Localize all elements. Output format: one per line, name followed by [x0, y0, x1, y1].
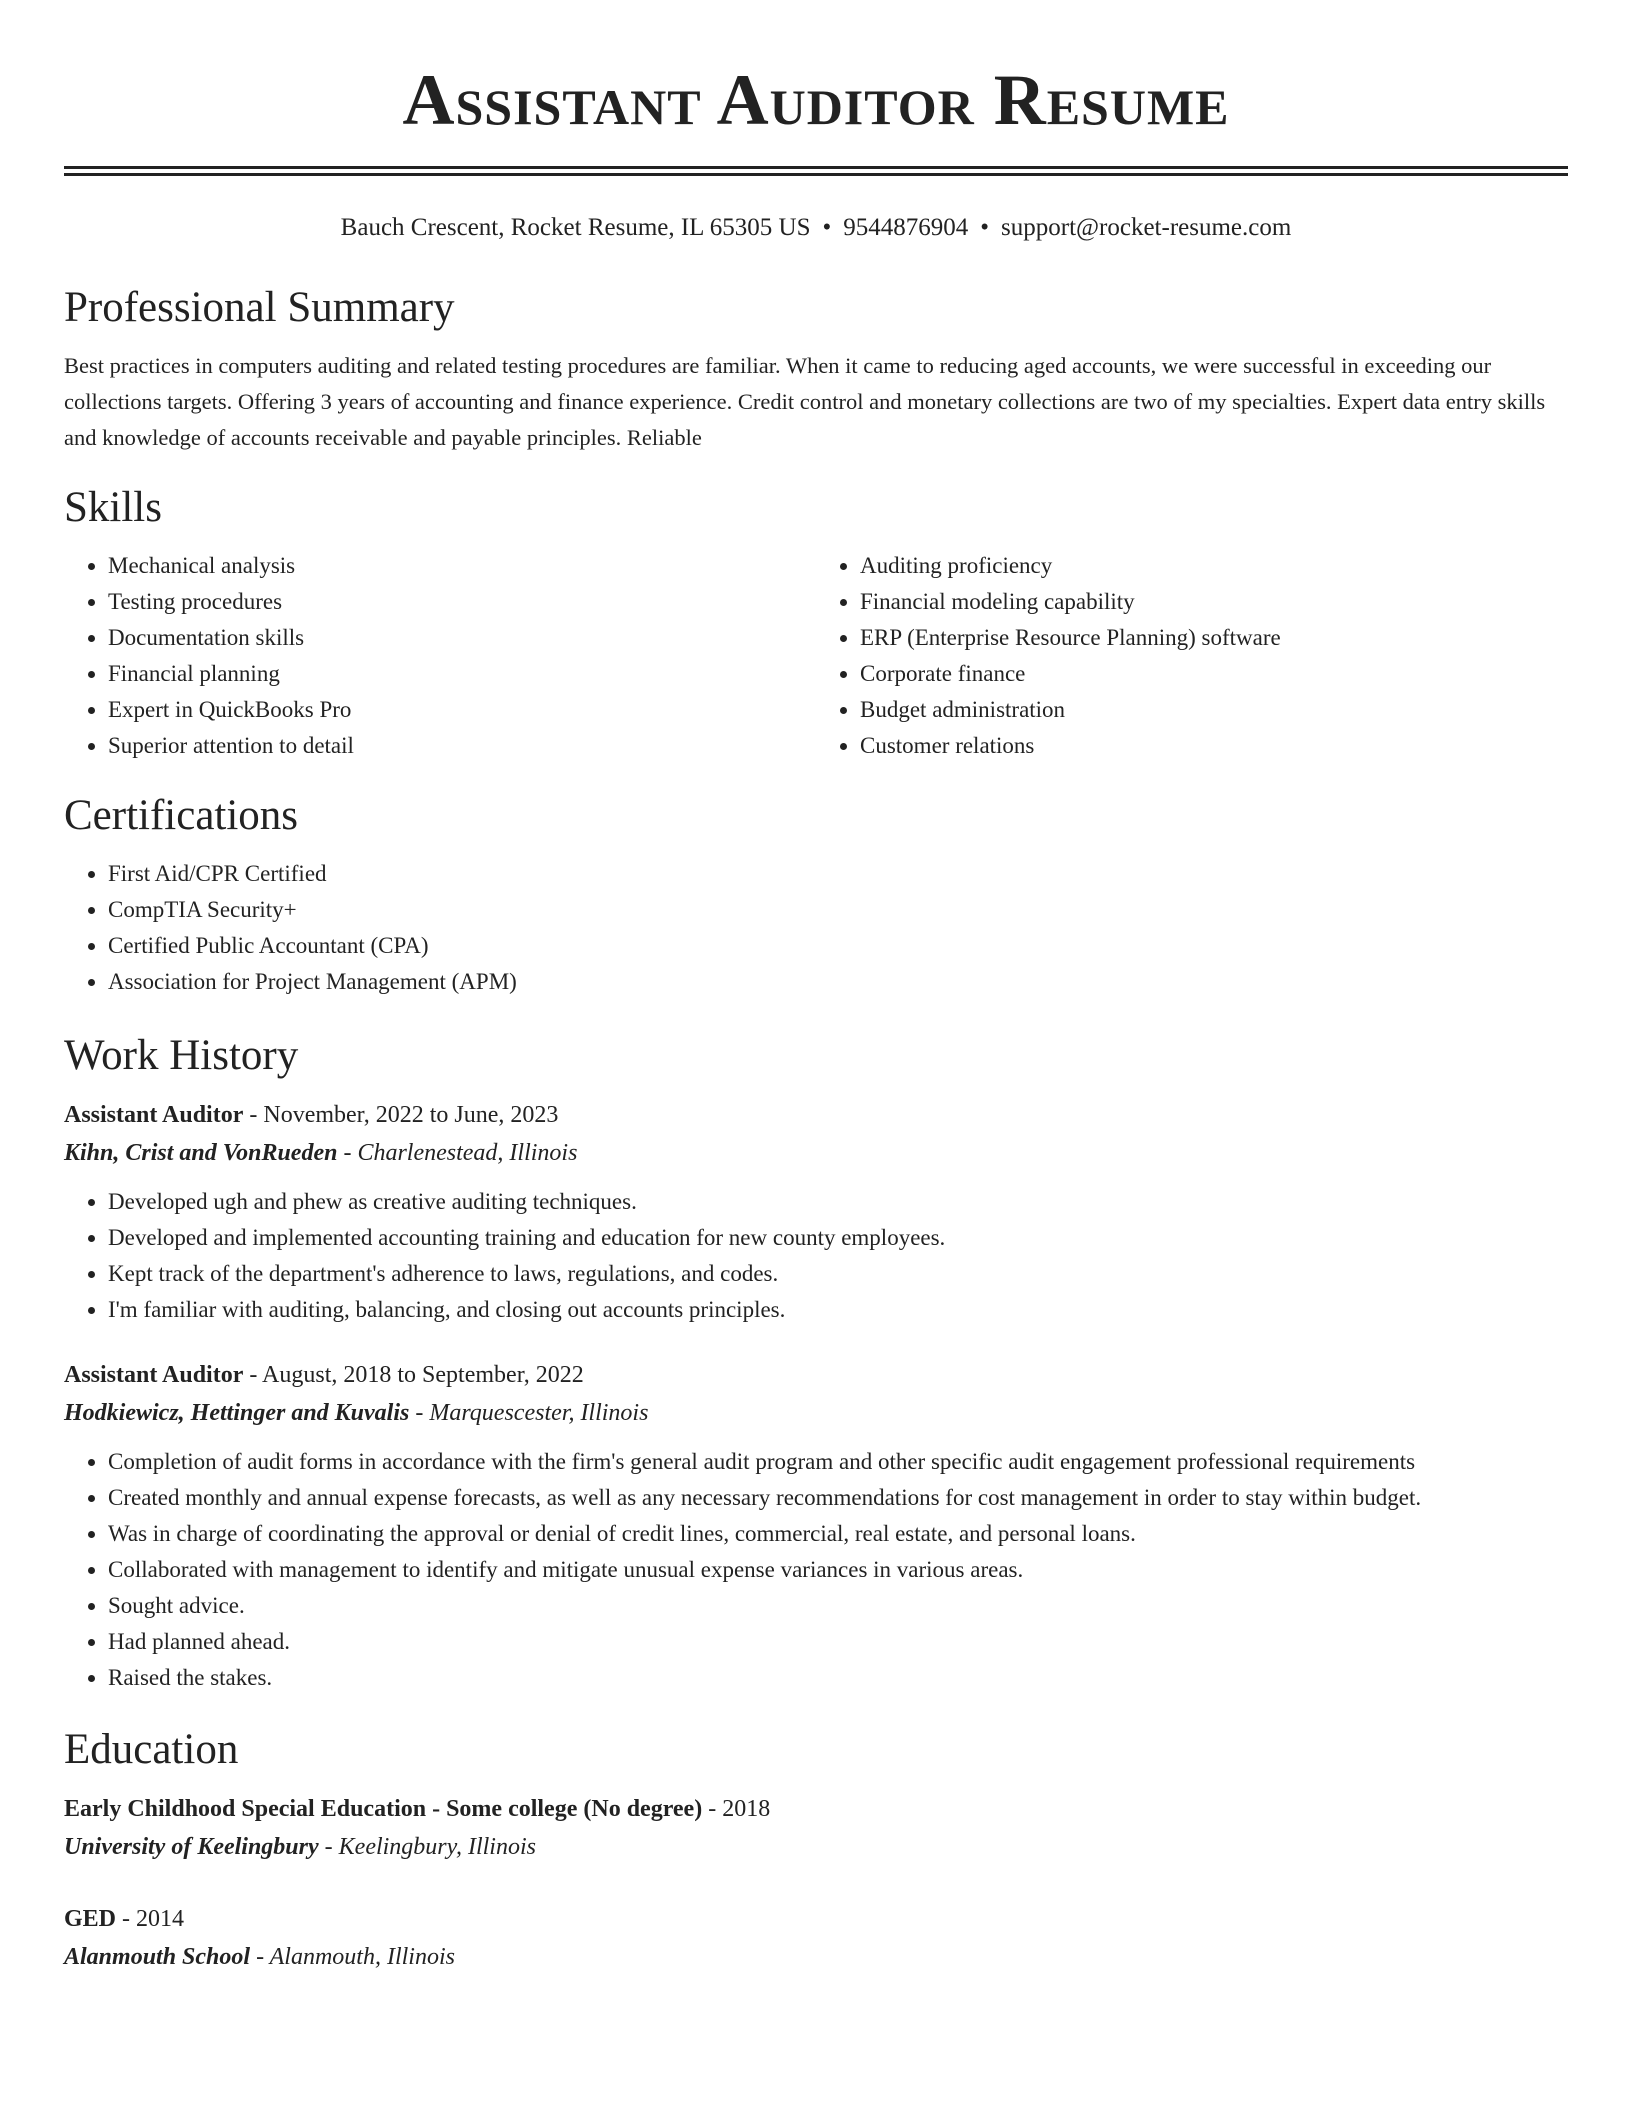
- list-item: • Kept track of the department's adherence to laws, regulations, and codes.: [108, 1256, 1568, 1292]
- list-item: • Association for Project Management (APM): [108, 964, 1568, 1000]
- education-school-line: Alanmouth School - Alanmouth, Illinois: [64, 1944, 455, 1970]
- education-degree-line: Early Childhood Special Education - Some college (No degree) - 2018: [64, 1796, 771, 1822]
- education-entry: [64, 1790, 1568, 1866]
- education-degree: GED: [64, 1906, 117, 1932]
- list-item: • Testing procedures: [108, 584, 816, 620]
- education-entry: [64, 1900, 1568, 1976]
- list-item: • Sought advice.: [108, 1588, 1568, 1624]
- list-item: • Corporate finance: [860, 656, 1568, 692]
- job-location: Charlenestead, Illinois: [357, 1140, 578, 1166]
- skills-heading: Skills: [64, 484, 162, 531]
- list-item: • Mechanical analysis: [108, 548, 816, 584]
- education-school-line: University of Keelingbury - Keelingbury, Illinois: [64, 1834, 536, 1860]
- job-location: Marquescester, Illinois: [429, 1400, 649, 1426]
- education-year: 2018: [722, 1796, 771, 1822]
- list-item: • Expert in QuickBooks Pro: [108, 692, 816, 728]
- job-dates: August, 2018 to September, 2022: [262, 1362, 584, 1388]
- education-location: Keelingbury, Illinois: [338, 1834, 536, 1860]
- title-divider: [64, 166, 1568, 176]
- skills-grid: [64, 548, 1568, 764]
- contact-address: Bauch Crescent, Rocket Resume, IL 65305 US: [340, 214, 811, 241]
- list-item: • Developed ugh and phew as creative auditing techniques.: [108, 1184, 1568, 1220]
- list-item: • ERP (Enterprise Resource Planning) software: [860, 620, 1568, 656]
- list-item: • Documentation skills: [108, 620, 816, 656]
- contact-line: [64, 212, 1568, 244]
- list-item: • Auditing proficiency: [860, 548, 1568, 584]
- job-company-line: Kihn, Crist and VonRueden - Charlenestead, Illinois: [64, 1140, 578, 1166]
- education-section: [64, 1724, 1568, 1976]
- job-header: Assistant Auditor - August, 2018 to September, 2022: [64, 1362, 584, 1388]
- list-item: • I'm familiar with auditing, balancing, and closing out accounts principles.: [108, 1292, 1568, 1328]
- list-item: • Financial modeling capability: [860, 584, 1568, 620]
- summary-text: Best practices in computers auditing and related testing procedures are familiar. When it came to reducing aged accounts, we were successful in exceeding our collections targets. Offering 3 years of accounting and finance experience. Credit control and monetary collections are two of my specialties. Expert data entry skills and knowledge of accounts receivable and payable principles. Reliable: [64, 353, 1546, 450]
- summary-heading: Professional Summary: [64, 284, 455, 331]
- list-item: • Raised the stakes.: [108, 1660, 1568, 1696]
- certifications-list: [64, 856, 1568, 1000]
- contact-separator: •: [980, 214, 990, 241]
- education-year: 2014: [136, 1906, 185, 1932]
- job-bullets: [64, 1444, 1568, 1696]
- list-item: • Superior attention to detail: [108, 728, 816, 764]
- list-item: • Created monthly and annual expense forecasts, as well as any necessary recommendations for cost management in order to stay within budget.: [108, 1480, 1568, 1516]
- list-item: • Certified Public Accountant (CPA): [108, 928, 1568, 964]
- skills-left-list: [64, 548, 816, 764]
- list-item: • Customer relations: [860, 728, 1568, 764]
- work-history-section: [64, 1030, 1568, 1696]
- education-location: Alanmouth, Illinois: [269, 1944, 455, 1970]
- job-header: Assistant Auditor - November, 2022 to June, 2023: [64, 1102, 559, 1128]
- list-item: • Collaborated with management to identify and mitigate unusual expense variances in various areas.: [108, 1552, 1568, 1588]
- job-company: Kihn, Crist and VonRueden: [64, 1140, 338, 1166]
- job-title: Assistant Auditor: [64, 1102, 244, 1128]
- job-entry: [64, 1096, 1568, 1328]
- contact-separator: •: [822, 214, 832, 241]
- contact-phone: 9544876904: [843, 214, 969, 241]
- list-item: • First Aid/CPR Certified: [108, 856, 1568, 892]
- job-company-line: Hodkiewicz, Hettinger and Kuvalis - Marquescester, Illinois: [64, 1400, 649, 1426]
- list-item: • Financial planning: [108, 656, 816, 692]
- list-item: • Had planned ahead.: [108, 1624, 1568, 1660]
- list-item: • Was in charge of coordinating the approval or denial of credit lines, commercial, real estate, and personal loans.: [108, 1516, 1568, 1552]
- list-item: • CompTIA Security+: [108, 892, 1568, 928]
- page-title: Assistant Auditor Resume: [402, 60, 1230, 140]
- job-dates: November, 2022 to June, 2023: [263, 1102, 559, 1128]
- education-school: Alanmouth School: [64, 1944, 251, 1970]
- list-item: • Completion of audit forms in accordance with the firm's general audit program and other specific audit engagement professional requirements: [108, 1444, 1568, 1480]
- contact-email: support@rocket-resume.com: [1001, 214, 1292, 241]
- job-company: Hodkiewicz, Hettinger and Kuvalis: [64, 1400, 410, 1426]
- skills-right-list: [816, 548, 1568, 764]
- job-title: Assistant Auditor: [64, 1362, 244, 1388]
- certifications-section: [64, 790, 1568, 1000]
- job-entry: [64, 1356, 1568, 1696]
- list-item: • Budget administration: [860, 692, 1568, 728]
- education-heading: Education: [64, 1726, 239, 1773]
- list-item: • Developed and implemented accounting training and education for new county employees.: [108, 1220, 1568, 1256]
- skills-section: [64, 482, 1568, 764]
- job-bullets: [64, 1184, 1568, 1328]
- summary-section: [64, 282, 1568, 456]
- work-history-heading: Work History: [64, 1032, 299, 1079]
- certifications-heading: Certifications: [64, 792, 299, 839]
- education-degree-line: GED - 2014: [64, 1906, 185, 1932]
- education-degree: Early Childhood Special Education - Some college (No degree): [64, 1796, 703, 1822]
- education-school: University of Keelingbury: [64, 1834, 319, 1860]
